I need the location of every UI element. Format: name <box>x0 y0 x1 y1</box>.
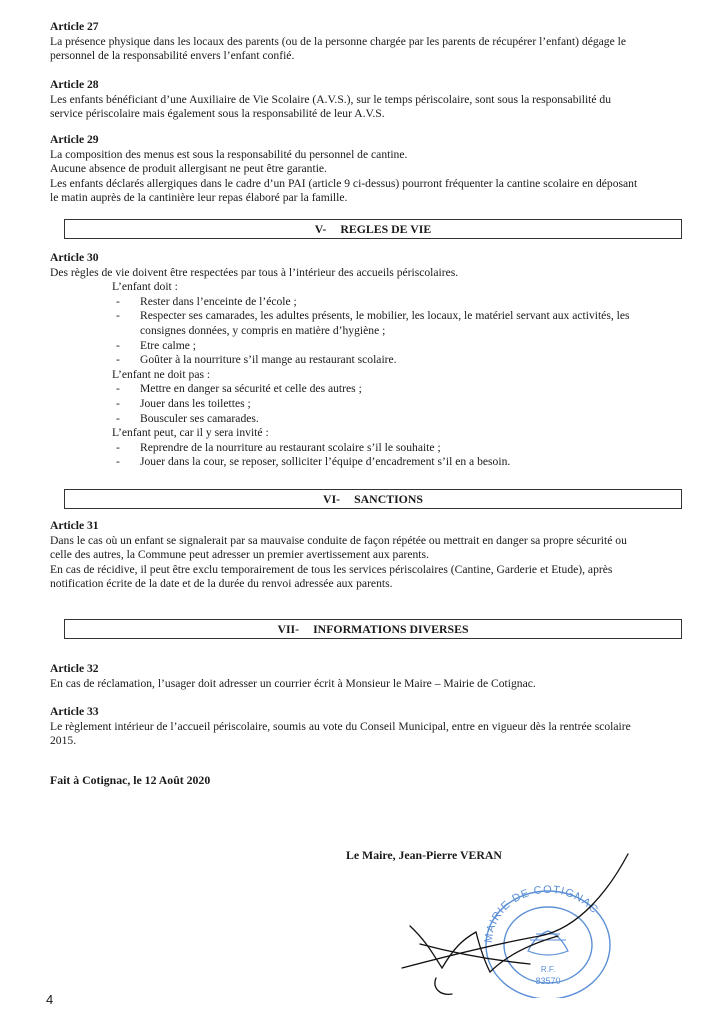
list-item: - Etre calme ; <box>116 338 197 352</box>
list-label-peut: L’enfant peut, car il y sera invité : <box>112 426 269 440</box>
list-label-doit: L’enfant doit : <box>112 280 178 294</box>
article-text: le matin auprès de la cantinière leur repas élaboré par la famille. <box>50 191 348 205</box>
article-text: 2015. <box>50 734 77 748</box>
article-title: Article 31 <box>50 519 99 532</box>
place-date: Fait à Cotignac, le 12 Août 2020 <box>50 773 211 787</box>
article-text: personnel de la responsabilité envers l’enfant confié. <box>50 49 295 63</box>
article-text: Les enfants bénéficiant d’une Auxiliaire de Vie Scolaire (A.V.S.), sur le temps périscolaire, sont sous la responsabilité du <box>50 92 612 106</box>
article-text: celle des autres, la Commune peut adresser un premier avertissement aux parents. <box>50 548 429 562</box>
list-item: - Mettre en danger sa sécurité et celle des autres ; <box>116 382 362 396</box>
page-number: 4 <box>46 992 54 1007</box>
article-text: notification écrite de la date et de la durée du renvoi adressée aux parents. <box>50 577 393 591</box>
article-title: Article 30 <box>50 251 99 264</box>
article-title: Article 28 <box>50 78 99 91</box>
article-title: Article 32 <box>50 662 99 675</box>
signatory: Le Maire, Jean-Pierre VERAN <box>346 848 502 862</box>
article-30 <box>50 251 678 470</box>
section-title: INFORMATIONS DIVERSES <box>313 622 469 636</box>
article-text: Le règlement intérieur de l’accueil périscolaire, soumis au vote du Conseil Municipal, entre en vigueur dès la rentrée scolaire <box>50 719 631 733</box>
article-text: service périscolaire mais également sous la responsabilité de leur A.V.S. <box>50 107 385 121</box>
article-intro: Des règles de vie doivent être respectées par tous à l’intérieur des accueils périscolaires. <box>50 265 459 279</box>
section-number: VI- <box>323 492 341 506</box>
list-item: - Rester dans l’enceinte de l’école ; <box>116 294 297 308</box>
section-number: VII- <box>277 622 300 636</box>
article-27 <box>50 20 678 64</box>
section-title: SANCTIONS <box>354 492 423 506</box>
section-header-regles-de-vie <box>64 219 682 239</box>
list-item: - Respecter ses camarades, les adultes présents, le mobilier, les locaux, le matériel servant aux activités, les consignes données, y compris en matière d’hygiène ; <box>116 309 630 337</box>
article-29 <box>50 133 678 206</box>
article-text: La présence physique dans les locaux des parents (ou de la personne chargée par les parents de récupérer l’enfant) dégage le <box>50 34 626 48</box>
article-title: Article 29 <box>50 133 99 146</box>
article-28 <box>50 78 678 122</box>
handwritten-signature <box>402 854 628 994</box>
article-text: Aucune absence de produit allergisant ne peut être garantie. <box>50 162 327 176</box>
section-title: REGLES DE VIE <box>340 222 432 236</box>
list-item: - Reprendre de la nourriture au restaurant scolaire s’il le souhaite ; <box>116 440 441 454</box>
article-33 <box>50 705 678 749</box>
section-number: V- <box>314 222 327 236</box>
list-item: - Jouer dans la cour, se reposer, solliciter l’équipe d’encadrement s’il en a besoin. <box>116 455 511 469</box>
article-text: Les enfants déclarés allergiques dans le cadre d’un PAI (article 9 ci-dessus) pourront fréquenter la cantine scolaire en déposant <box>50 176 638 190</box>
article-title: Article 27 <box>50 20 99 33</box>
article-text: La composition des menus est sous la responsabilité du personnel de cantine. <box>50 147 408 161</box>
stamp-postal-code: 83570 <box>535 976 561 986</box>
article-31 <box>50 519 678 592</box>
article-text: En cas de récidive, il peut être exclu temporairement de tous les services périscolaires (Cantine, Garderie et Etude), après <box>50 562 613 576</box>
section-header-informations-diverses <box>64 619 682 639</box>
section-header-sanctions <box>64 489 682 509</box>
list-item: - Bousculer ses camarades. <box>116 411 259 425</box>
article-32 <box>50 662 678 691</box>
stamp-rf-text: R.F. <box>540 965 556 974</box>
article-text: Dans le cas où un enfant se signalerait par sa mauvaise conduite de façon répétée ou mettrait en danger sa propre sécurité ou <box>50 533 627 547</box>
list-label-ne-doit: L’enfant ne doit pas : <box>112 367 211 381</box>
list-item: - Jouer dans les toilettes ; <box>116 396 251 410</box>
official-stamp <box>380 848 650 998</box>
list-item: - Goûter à la nourriture s’il mange au restaurant scolaire. <box>116 353 397 367</box>
article-title: Article 33 <box>50 705 99 718</box>
article-text: En cas de réclamation, l’usager doit adresser un courrier écrit à Monsieur le Maire – Mairie de Cotignac. <box>50 676 536 690</box>
stamp-top-text: MAIRIE DE COTIGNAC <box>482 883 601 944</box>
